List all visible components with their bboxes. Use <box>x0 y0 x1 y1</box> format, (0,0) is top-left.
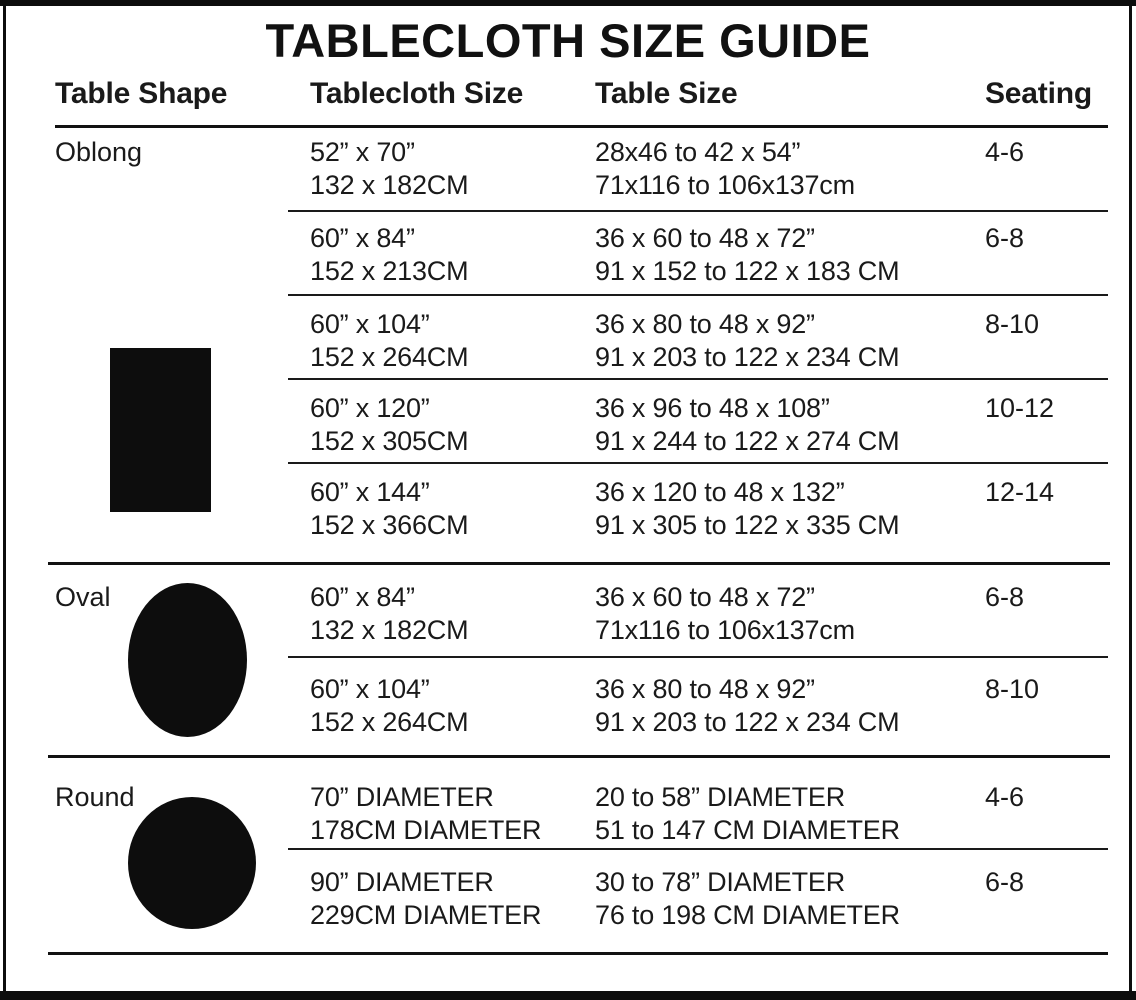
table-size-inches: 36 x 80 to 48 x 92” <box>595 309 815 339</box>
seating-cell: 6-8 <box>985 867 1025 897</box>
table-size-cm: 91 x 203 to 122 x 234 CM <box>595 707 900 737</box>
tablecloth-size-cell <box>310 673 468 739</box>
table-size-cell <box>595 581 855 647</box>
table-size-cell <box>595 673 899 739</box>
seating-cell: 6-8 <box>985 582 1025 612</box>
shape-label-round: Round <box>55 782 135 812</box>
table-size-inches: 28x46 to 42 x 54” <box>595 137 801 167</box>
table-size-inches: 36 x 60 to 48 x 72” <box>595 582 815 612</box>
tablecloth-size-cell <box>310 581 468 647</box>
page-title: TABLECLOTH SIZE GUIDE <box>265 14 871 67</box>
column-header-tablecloth-size: Tablecloth Size <box>310 77 524 110</box>
tablecloth-size-cm: 229CM DIAMETER <box>310 900 542 930</box>
seating-cell: 6-8 <box>985 223 1025 253</box>
table-size-cm: 91 x 244 to 122 x 274 CM <box>595 426 900 456</box>
tablecloth-size-inches: 60” x 104” <box>310 309 430 339</box>
tablecloth-size-cell <box>310 392 468 458</box>
table-size-cell <box>595 222 899 288</box>
frame-right-line <box>1129 6 1132 991</box>
seating-cell: 10-12 <box>985 393 1055 423</box>
tablecloth-size-cell <box>310 476 468 542</box>
table-size-cell <box>595 136 855 202</box>
tablecloth-size-inches: 60” x 84” <box>310 582 415 612</box>
tablecloth-size-cm: 132 x 182CM <box>310 170 469 200</box>
oblong-shape-icon <box>110 348 211 512</box>
table-size-cm: 91 x 152 to 122 x 183 CM <box>595 256 900 286</box>
table-size-cm: 71x116 to 106x137cm <box>595 170 855 200</box>
tablecloth-size-cm: 152 x 264CM <box>310 707 469 737</box>
section-divider-oval-round <box>48 755 1110 758</box>
tablecloth-size-inches: 60” x 144” <box>310 477 430 507</box>
tablecloth-size-cell <box>310 781 541 847</box>
seating-cell: 4-6 <box>985 137 1025 167</box>
tablecloth-size-inches: 60” x 120” <box>310 393 430 423</box>
oval-shape-icon <box>128 583 247 737</box>
tablecloth-size-cell <box>310 222 468 288</box>
tablecloth-size-cell <box>310 136 468 202</box>
tablecloth-size-cm: 152 x 305CM <box>310 426 469 456</box>
row-divider <box>288 656 1108 658</box>
tablecloth-size-cell <box>310 308 468 374</box>
tablecloth-size-inches: 60” x 104” <box>310 674 430 704</box>
table-size-cm: 71x116 to 106x137cm <box>595 615 855 645</box>
column-header-table-size: Table Size <box>595 77 738 110</box>
table-size-cm: 76 to 198 CM DIAMETER <box>595 900 900 930</box>
tablecloth-size-cell <box>310 866 541 932</box>
row-divider <box>288 462 1108 464</box>
table-size-inches: 30 to 78” DIAMETER <box>595 867 845 897</box>
row-divider <box>288 210 1108 212</box>
table-size-inches: 36 x 120 to 48 x 132” <box>595 477 845 507</box>
row-divider <box>288 848 1108 850</box>
table-size-cell <box>595 781 900 847</box>
column-header-seating: Seating <box>985 77 1092 110</box>
seating-cell: 8-10 <box>985 674 1040 704</box>
tablecloth-size-cm: 132 x 182CM <box>310 615 469 645</box>
table-size-inches: 36 x 60 to 48 x 72” <box>595 223 815 253</box>
frame-top-bar <box>0 0 1136 6</box>
frame-bottom-bar <box>0 991 1136 1000</box>
tablecloth-size-inches: 70” DIAMETER <box>310 782 494 812</box>
column-header-table-shape: Table Shape <box>55 77 228 110</box>
table-size-cell <box>595 392 899 458</box>
table-size-cm: 51 to 147 CM DIAMETER <box>595 815 900 845</box>
header-divider <box>55 125 1108 128</box>
tablecloth-size-cm: 152 x 264CM <box>310 342 469 372</box>
seating-cell: 8-10 <box>985 309 1040 339</box>
table-size-cm: 91 x 305 to 122 x 335 CM <box>595 510 900 540</box>
frame-left-line <box>3 6 6 991</box>
table-size-inches: 20 to 58” DIAMETER <box>595 782 845 812</box>
shape-label-oval: Oval <box>55 582 111 612</box>
bottom-divider <box>48 952 1108 955</box>
section-divider-oblong-oval <box>48 562 1110 565</box>
table-size-cell <box>595 476 899 542</box>
tablecloth-size-cm: 178CM DIAMETER <box>310 815 542 845</box>
table-size-cm: 91 x 203 to 122 x 234 CM <box>595 342 900 372</box>
table-size-inches: 36 x 96 to 48 x 108” <box>595 393 830 423</box>
seating-cell: 4-6 <box>985 782 1025 812</box>
shape-label-oblong: Oblong <box>55 137 143 167</box>
table-size-cell <box>595 308 899 374</box>
row-divider <box>288 294 1108 296</box>
table-size-cell <box>595 866 900 932</box>
table-size-inches: 36 x 80 to 48 x 92” <box>595 674 815 704</box>
round-shape-icon <box>128 797 256 929</box>
tablecloth-size-cm: 152 x 213CM <box>310 256 469 286</box>
tablecloth-size-cm: 152 x 366CM <box>310 510 469 540</box>
tablecloth-size-inches: 90” DIAMETER <box>310 867 494 897</box>
tablecloth-size-inches: 52” x 70” <box>310 137 415 167</box>
row-divider <box>288 378 1108 380</box>
seating-cell: 12-14 <box>985 477 1055 507</box>
tablecloth-size-inches: 60” x 84” <box>310 223 415 253</box>
